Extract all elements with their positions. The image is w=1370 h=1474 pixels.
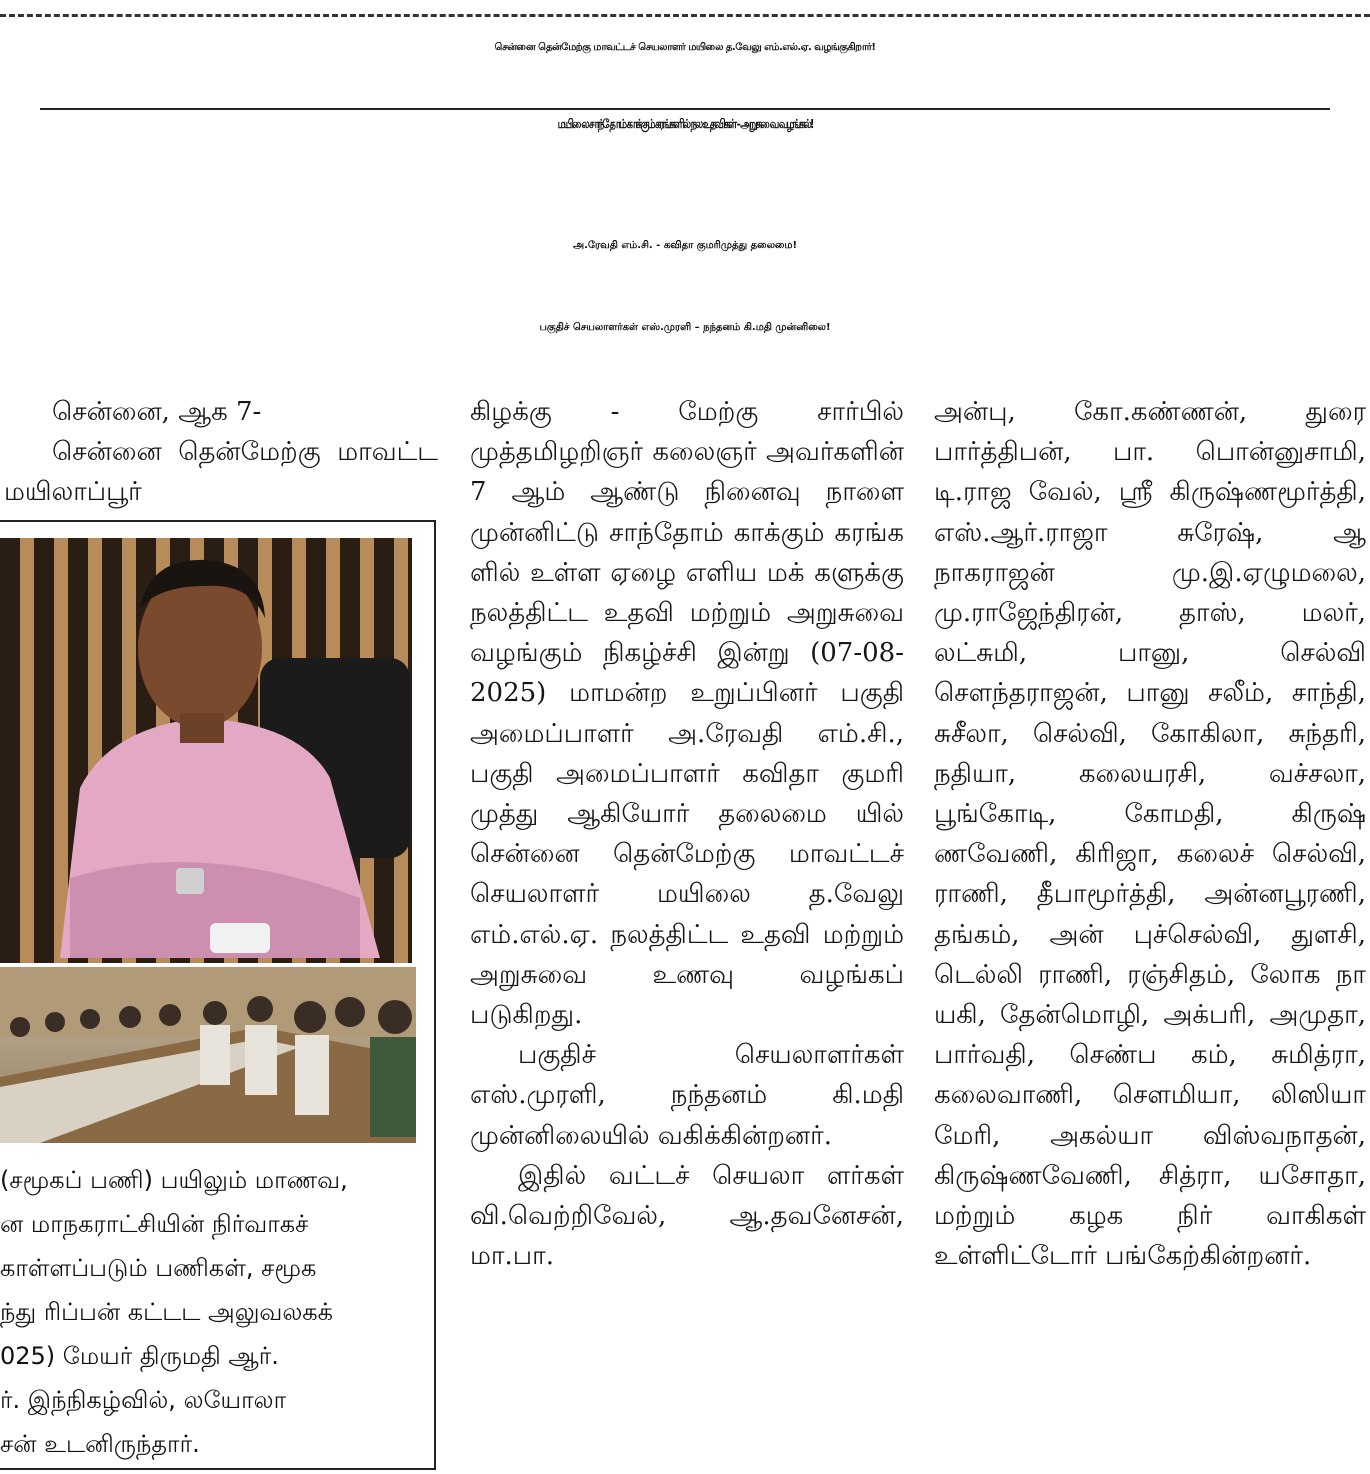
headline-rule [40,108,1330,110]
subheadline-secretaries: பகுதிச் செயலாளர்கள் எஸ்.முரளி – நந்தனம் கி.மதி முன்னிலை! [539,322,831,333]
subheadline-leaders: அ.ரேவதி எம்.சி. - கவிதா குமரிமுத்து தலைமை! [573,240,797,251]
top-dashed-border [0,14,1370,17]
caption-line: (சமூகப் பணி) பயிலும் மாணவ, [0,1166,348,1194]
article-paragraph: பகுதிச் செயலாளர்கள் எஸ்.முரளி, நந்தனம் கி.மதி முன்னிலையில் வகிக்கின்றனர். [470,1040,904,1151]
article-column-1 [4,392,438,513]
photo-caption [0,1158,412,1466]
photo-box [0,520,436,1470]
article-column-2 [470,392,904,1276]
dateline: சென்னை, ஆக 7- [52,397,262,427]
article-paragraph: இதில் வட்டச் செயலா ளர்கள் வி.வெற்றிவேல், ஆ.தவனேசன், மா.பா. [470,1160,904,1272]
caption-line: ந்து ரிப்பன் கட்டட அலுவலகக் [0,1298,334,1326]
article-lead: சென்னை தென்மேற்கு மாவட்ட மயிலாப்பூர் [4,437,438,508]
meeting-photo [0,967,416,1143]
caption-line: ர். இந்நிகழ்வில், லயோலா [0,1386,287,1414]
participants-list: அன்பு, கோ.கண்ணன், துரை பார்த்திபன், பா. பொன்னுசாமி, டி.ராஜ வேல், ஸ்ரீ கிருஷ்ணமூர்த்தி, எஸ்.ஆர்.ராஜா சுரேஷ், ஆ நாகராஜன் மு.இ.ஏழுமலை, மு.ராஜேந்திரன், தாஸ், மலர், லட்சுமி, பானு, செல்வி சௌந்தராஜன், பானு சலீம், சாந்தி, சுசீலா, செல்வி, கோகிலா, சுந்தரி, நதியா, கலையரசி, வச்சலா, பூங்கோடி, கோமதி, கிருஷ் ணவேணி, கிரிஜா, கலைச் செல்வி, ராணி, தீபாமூர்த்தி, அன்னபூரணி, தங்கம், அன் புச்செல்வி, துளசி, டெல்லி ராணி, ரஞ்சிதம், லோக நா யகி, தேன்மொழி, அக்பரி, அமுதா, பார்வதி, செண்ப கம், சுமித்ரா, கலைவாணி, சௌமியா, லிஸியா மேரி, அகல்யா விஸ்வநாதன், கிருஷ்ணவேணி, சித்ரா, யசோதா, மற்றும் கழக நிர் வாகிகள் உள்ளிட்டோர் பங்கேற்கின்றனர். [934,397,1366,1272]
main-headline: மயிலை சாந்தோம் காக்கும் கரங்களில் நல உதவிகள் - அறுசுவை வழங்கல்! [557,118,813,132]
portrait-photo [0,538,412,963]
article-column-3 [934,392,1366,1276]
kicker-headline: சென்னை தென்மேற்கு மாவட்டச் செயலாளர் மயிலை த.வேலு எம்.எல்.ஏ. வழங்குகிறார்! [494,42,876,53]
caption-line: சன் உடனிருந்தார். [0,1430,200,1458]
caption-line: காள்ளப்படும் பணிகள், சமூக [0,1254,317,1282]
caption-line: 025) மேயர் திருமதி ஆர். [0,1342,279,1370]
caption-line: ன மாநகராட்சியின் நிர்வாகச் [0,1210,309,1238]
article-paragraph: கிழக்கு - மேற்கு சார்பில் முத்தமிழறிஞர் கலைஞர் அவர்களின் 7 ஆம் ஆண்டு நினைவு நாளை முன்னிட்டு சாந்தோம் காக்கும் கரங்க ளில் உள்ள ஏழை எளிய மக் களுக்கு நலத்திட்ட உதவி மற்றும் அறுசுவை வழங்கும் நிகழ்ச்சி இன்று (07-08-2025) மாமன்ற உறுப்பினர் பகுதி அமைப்பாளர் அ.ரேவதி எம்.சி., பகுதி அமைப்பாளர் கவிதா குமரி முத்து ஆகியோர் தலைமை யில் சென்னை தென்மேற்கு மாவட்டச் செயலாளர் மயிலை த.வேலு எம்.எல்.ஏ. நலத்திட்ட உதவி மற்றும் அறுசுவை உணவு வழங்கப் படுகிறது. [470,397,904,1031]
